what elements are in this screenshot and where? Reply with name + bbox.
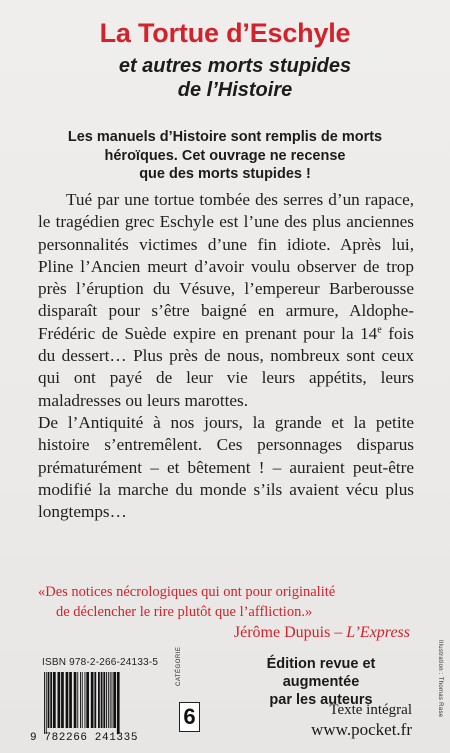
barcode-bar — [82, 672, 83, 728]
teaser-line-1: Les manuels d’Histoire sont remplis de morts — [67, 129, 383, 145]
website: www.pocket.fr — [311, 720, 412, 739]
blurb-p1-part-b: fois du dessert… Plus près de nous, nombreux sont ceux qui ont payé de leur vie leurs appétits, leurs maladresses ou leurs marottes. — [38, 323, 414, 410]
quote-publication: L’Express — [346, 624, 410, 641]
blurb-p1-part-a: Tué par une tortue tombée des serres d’un rapace, le tragédien grec Eschyle est l’une des plus anciennes personnalités victimes d’une fin idiote. Après lui, Pline l’Ancien meurt d’avoir voulu observer de trop près l’éruption du Vésuve, l’empereur Barberousse disparaît pour s’être baigné en armure, Aldophe-Frédéric de Suède expire en prenant pour la 14 — [38, 190, 414, 343]
barcode-bar — [112, 672, 113, 728]
barcode-bar — [46, 672, 47, 734]
barcode-bar — [91, 672, 94, 728]
barcode-bar — [103, 672, 105, 728]
texte-integral: Texte intégral — [329, 702, 412, 718]
barcode-bar — [61, 672, 64, 728]
edition-line-2: par les auteurs — [269, 692, 373, 708]
quote-attribution — [0, 624, 410, 642]
barcode-bar — [108, 672, 109, 728]
book-title: La Tortue d’Eschyle — [99, 18, 351, 48]
category-label: CATÉGORIE — [176, 646, 182, 686]
barcode-bar — [80, 672, 81, 728]
barcode-graphic — [40, 672, 180, 734]
subtitle-line-2: de l’Histoire — [177, 79, 293, 101]
barcode-bar — [110, 672, 111, 728]
illustration-credit: Illustration : Thomas Rase — [437, 640, 443, 718]
barcode-bar — [101, 672, 103, 728]
barcode-number: 9 782266 241335 — [30, 732, 139, 744]
blurb-paragraph-2: De l’Antiquité à nos jours, la grande et la petite histoire s’entremêlent. Ces personnages disparus prématurément – et bêtement ! – auraient peut-être modifié la marche du monde s’ils avaient vécu plus longtemps… — [38, 412, 414, 522]
barcode-bar — [58, 672, 61, 728]
barcode-bar — [48, 672, 50, 728]
quote-line-2: de déclencher le rire plutôt que l’affliction.» — [56, 604, 313, 620]
blurb — [38, 189, 414, 523]
barcode-bar — [113, 672, 116, 728]
barcode-bar — [86, 672, 89, 728]
barcode-bar — [66, 672, 69, 728]
barcode-bar — [77, 672, 78, 728]
barcode-bar — [106, 672, 107, 728]
quote-line-1: «Des notices nécrologiques qui ont pour originalité — [38, 584, 336, 600]
barcode-bar — [117, 672, 120, 734]
teaser — [40, 128, 410, 184]
subtitle-line-1: et autres morts stupides — [118, 55, 352, 77]
barcode-bar — [74, 672, 77, 728]
barcode-bar — [44, 672, 45, 734]
edition-line-1: Édition revue et augmentée — [266, 656, 376, 690]
blurb-paragraph-1 — [38, 189, 414, 412]
ordinal-superscript: e — [377, 324, 382, 336]
teaser-line-3: que des morts stupides ! — [139, 166, 311, 182]
isbn: ISBN 978-2-266-24133-5 — [42, 657, 159, 668]
edition-note — [230, 655, 412, 709]
category-badge: 6 — [179, 702, 200, 732]
book-subtitle — [60, 54, 410, 102]
press-quote — [38, 582, 428, 622]
barcode-bar — [98, 672, 100, 728]
teaser-line-2: héroïques. Cet ouvrage ne recense — [104, 147, 346, 164]
barcode-bar — [50, 672, 52, 728]
barcode-bar — [94, 672, 96, 728]
barcode-bar — [69, 672, 72, 728]
quote-author: Jérôme Dupuis – — [233, 624, 347, 641]
barcode-bar — [85, 672, 86, 728]
barcode-bar — [53, 672, 56, 728]
